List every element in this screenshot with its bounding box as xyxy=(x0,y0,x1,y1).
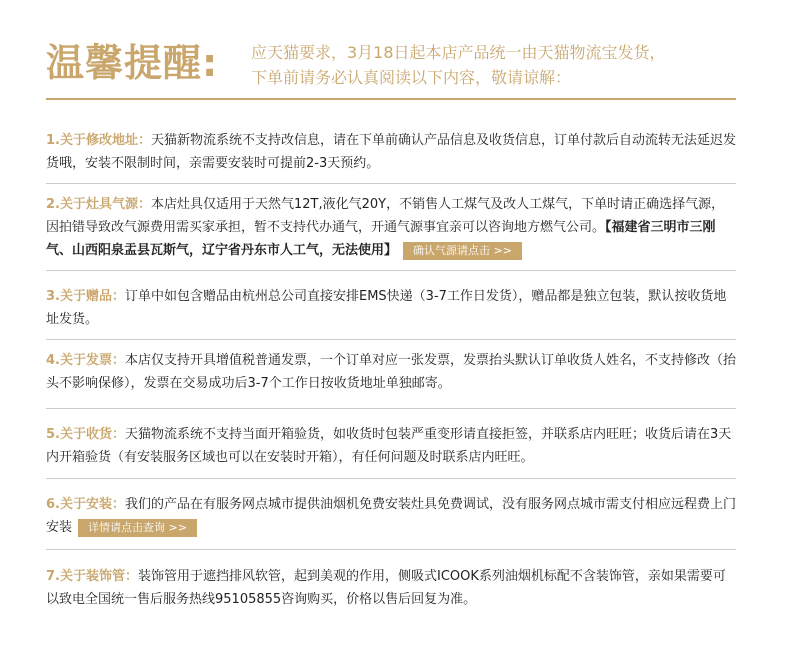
subtitle-line-2: 下单前请务必认真阅读以下内容，敬请谅解： xyxy=(251,68,572,87)
section-text: 本店灶具仅适用于天然气12T,液化气20Y，不销售人工煤气及改人工煤气，下单时请正确选择气源，因拍错导致改气源费用需买家承担，暂不支持代办通气，开通气源事宜亲可以咨询地方燃气公司。 xyxy=(46,197,725,235)
section-gifts xyxy=(46,285,736,331)
gas-restriction-note: 【福建省三明市三刚气、山西阳泉盂县瓦斯气，辽宁省丹东市人工气，无法使用】 xyxy=(46,220,716,258)
page-title: 温馨提醒: xyxy=(46,41,219,85)
section-divider xyxy=(46,339,736,340)
section-divider xyxy=(46,408,736,409)
section-text: 订单中如包含赠品由杭州总公司直接安排EMS快递（3-7工作日发货），赠品都是独立包装，默认按收货地址发货。 xyxy=(46,289,727,327)
confirm-gas-source-button[interactable]: 确认气源请点击 >> xyxy=(403,242,522,260)
section-divider xyxy=(46,270,736,271)
section-heading: 5.关于收货： xyxy=(46,427,125,442)
section-heading: 7.关于装饰管： xyxy=(46,569,138,584)
section-text: 装饰管用于遮挡排风软管，起到美观的作用，侧吸式ICOOK系列油烟机标配不含装饰管，亲如果需要可以致电全国统一售后服务热线95105855咨询购买，价格以售后回复为准。 xyxy=(46,569,726,607)
section-decorative-pipe xyxy=(46,565,736,611)
section-divider xyxy=(46,549,736,550)
section-divider xyxy=(46,478,736,479)
section-address-change xyxy=(46,129,736,175)
section-receiving xyxy=(46,423,736,469)
section-heading: 3.关于赠品： xyxy=(46,289,125,304)
section-heading: 6.关于安装： xyxy=(46,497,125,512)
section-invoice xyxy=(46,349,736,395)
header-rule xyxy=(46,98,736,100)
section-text: 本店仅支持开具增值税普通发票，一个订单对应一张发票，发票抬头默认订单收货人姓名，不支持修改（抬头不影响保修），发票在交易成功后3-7个工作日按收货地址单独邮寄。 xyxy=(46,353,736,391)
section-heading: 1.关于修改地址： xyxy=(46,133,151,148)
section-installation xyxy=(46,493,736,539)
section-heading: 2.关于灶具气源： xyxy=(46,197,151,212)
section-gas-source xyxy=(46,193,736,262)
section-text: 天猫新物流系统不支持改信息，请在下单前确认产品信息及收货信息，订单付款后自动流转无法延迟发货哦，安装不限制时间，亲需要安装时可提前2-3天预约。 xyxy=(46,133,736,171)
header-subtitle xyxy=(251,40,666,90)
section-heading: 4.关于发票： xyxy=(46,353,125,368)
notice-header xyxy=(46,36,736,98)
subtitle-line-1: 应天猫要求，3月18日起本店产品统一由天猫物流宝发货， xyxy=(251,43,666,62)
section-text: 我们的产品在有服务网点城市提供油烟机免费安装灶具免费调试，没有服务网点城市需支付相应远程费上门安装 xyxy=(46,497,736,535)
installation-details-button[interactable]: 详情请点击查询 >> xyxy=(78,519,197,537)
section-divider xyxy=(46,183,736,184)
section-text: 天猫物流系统不支持当面开箱验货，如收货时包装严重变形请直接拒签，并联系店内旺旺；收货后请在3天内开箱验货（有安装服务区域也可以在安装时开箱），有任何问题及时联系店内旺旺。 xyxy=(46,427,732,465)
